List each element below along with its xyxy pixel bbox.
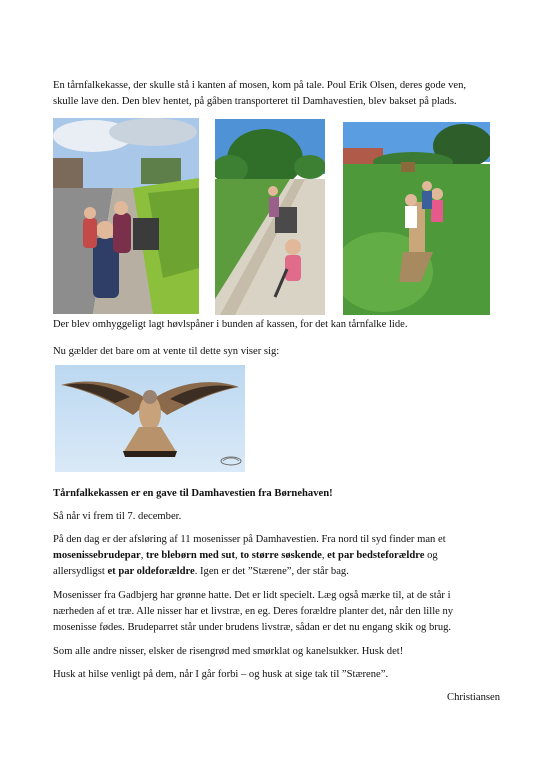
para3: Som alle andre nisser, elsker de risengrød med smørklat og kanelsukker. Husk det! xyxy=(53,646,404,657)
para2-line1: Mosenisser fra Gadbjerg har grønne hatte. Det er lidt specielt. Læg også mærke til, at de står i xyxy=(53,590,451,601)
kestrel-intro: Nu gælder det bare om at vente til dette syn viser sig: xyxy=(53,346,280,357)
photos-caption: Der blev omhyggeligt lagt høvlspåner i bunden af kassen, for det kan tårnfalke lide. xyxy=(53,319,408,330)
date-line: Så når vi frem til 7. december. xyxy=(53,511,182,522)
para1-line2: mosenissebrudepar, tre blebørn med sut, to større søskende, et par bedsteforældre og xyxy=(53,550,438,561)
intro-line-1: En tårnfalkekasse, der skulle stå i kanten af mosen, kom på tale. Poul Erik Olsen, deres gode ven, xyxy=(53,80,467,91)
para2-line3: mosenisse fødes. Brudeparret står under brudens livstræ, sådan er det nu engang skik og brug. xyxy=(53,622,452,633)
para2-line2: nærheden af et træ. Alle nisser har et livstræ, en eg. Deres forældre planter det, når den lille ny xyxy=(53,606,454,617)
photo-birdhouse-installation xyxy=(343,122,490,315)
para4: Husk at hilse venligt på dem, når I går forbi – og husk at sige tak til ”Stærene”. xyxy=(53,669,389,680)
para1-line1: På den dag er der afsløring af 11 mosenisser på Damhavestien. Fra nord til syd finder man et xyxy=(53,534,446,545)
intro-line-2: skulle lave den. Den blev hentet, på gåben transporteret til Damhavestien, blev bakset på plads. xyxy=(53,96,457,107)
signature: Christiansen xyxy=(447,692,500,703)
photo-children-walking xyxy=(53,118,199,314)
heading: Tårnfalkekassen er en gave til Damhavestien fra Børnehaven! xyxy=(53,488,333,499)
photo-gravel-path xyxy=(215,119,325,315)
para1-line3: allersydligst et par oldeforældre. Igen er det ”Stærene”, der står bag. xyxy=(53,566,349,577)
photo-kestrel xyxy=(55,365,245,472)
